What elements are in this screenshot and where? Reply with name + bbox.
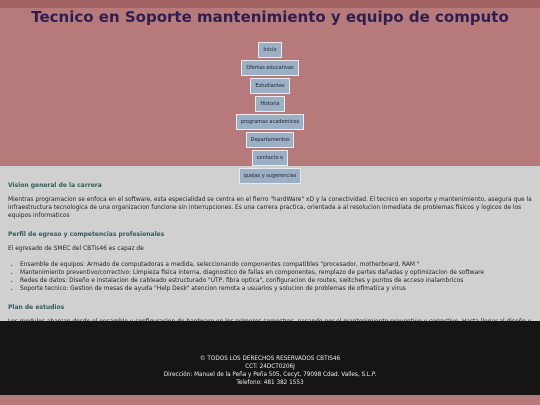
footer-cct: CCT: 24DCT0206J — [245, 364, 295, 370]
nav-item-estudiantes[interactable]: Estudiantes — [250, 78, 289, 94]
nav-item-contacto[interactable]: contacto e — [252, 150, 288, 166]
top-strip — [0, 0, 540, 8]
vision-text: Mientras programacion se enfoca en el software, esta especialidad se centra en el fierro "hardWare" xD y la conectividad. El tecnico en soporte y mantenimiento, asegura que la infraestructura tecnologica de una organizacion funcione sin interrupciones. Es una carrera practica, orientada a al resolucion inmediata de problemas fisicos y logicos de los equipos informaticos — [8, 197, 532, 219]
competencias-list — [20, 261, 532, 293]
page-title: Tecnico en Soporte mantenimiento y equipo de computo — [31, 8, 509, 26]
nav-item-departamentos[interactable]: Departamentos — [246, 132, 295, 148]
nav-item-historia[interactable]: Historia — [255, 96, 284, 112]
vision-heading: Vision general de la carrera — [8, 182, 102, 189]
nav-item-inicio[interactable]: Inicio — [258, 42, 281, 58]
list-item: • Redes de datos: Diseño e instalacion de cableado estructurado "UTP, fibra optica", configuracion de routes, switches y puntos de acceso inalambricos — [20, 277, 532, 285]
main-content — [0, 166, 540, 321]
list-item: • Mantenimiento preventivo/correctivo: Limpieza fisica interna, diagnostico de fallas en componentes, remplazo de partes dañadas y optimizacion de software — [20, 269, 532, 277]
site-footer — [0, 321, 540, 395]
list-item: • Soporte tecnico: Gestion de mesas de ayuda "Help Desk" atencion remota a usuarios y solucion de problemas de ofimatica y virus — [20, 285, 532, 293]
nav-item-ofertas-educativas[interactable]: Ofertas educativas — [241, 60, 298, 76]
perfil-intro: El egresado de SMEC del CBTis46 es capaz de — [8, 246, 144, 252]
nav-item-programas-academicos[interactable]: programas academicos — [236, 114, 304, 130]
nav-item-quejas-y-sugerencias[interactable]: quejas y sugerencias — [239, 168, 302, 184]
perfil-heading: Perfil de egreso y competencias profesionales — [8, 231, 165, 238]
main-nav — [0, 42, 540, 184]
footer-address: Dirección: Manuel de la Peña y Peña 505, Cecyt, 79098 Cdad. Valles, S.L.P. — [163, 372, 377, 378]
bottom-strip — [0, 395, 540, 405]
footer-copyright: © TODOS LOS DERECHOS RESERVADOS CBTIS46 — [199, 356, 341, 362]
list-item: • Ensamble de equipos: Armado de computadoras a medida, seleccionando componentes compatibles "procesador, motherboard, RAM " — [20, 261, 532, 269]
footer-phone: Telefono: 481 382 1553 — [236, 380, 304, 386]
plan-heading: Plan de estudios — [8, 304, 65, 311]
site-header — [0, 8, 540, 179]
